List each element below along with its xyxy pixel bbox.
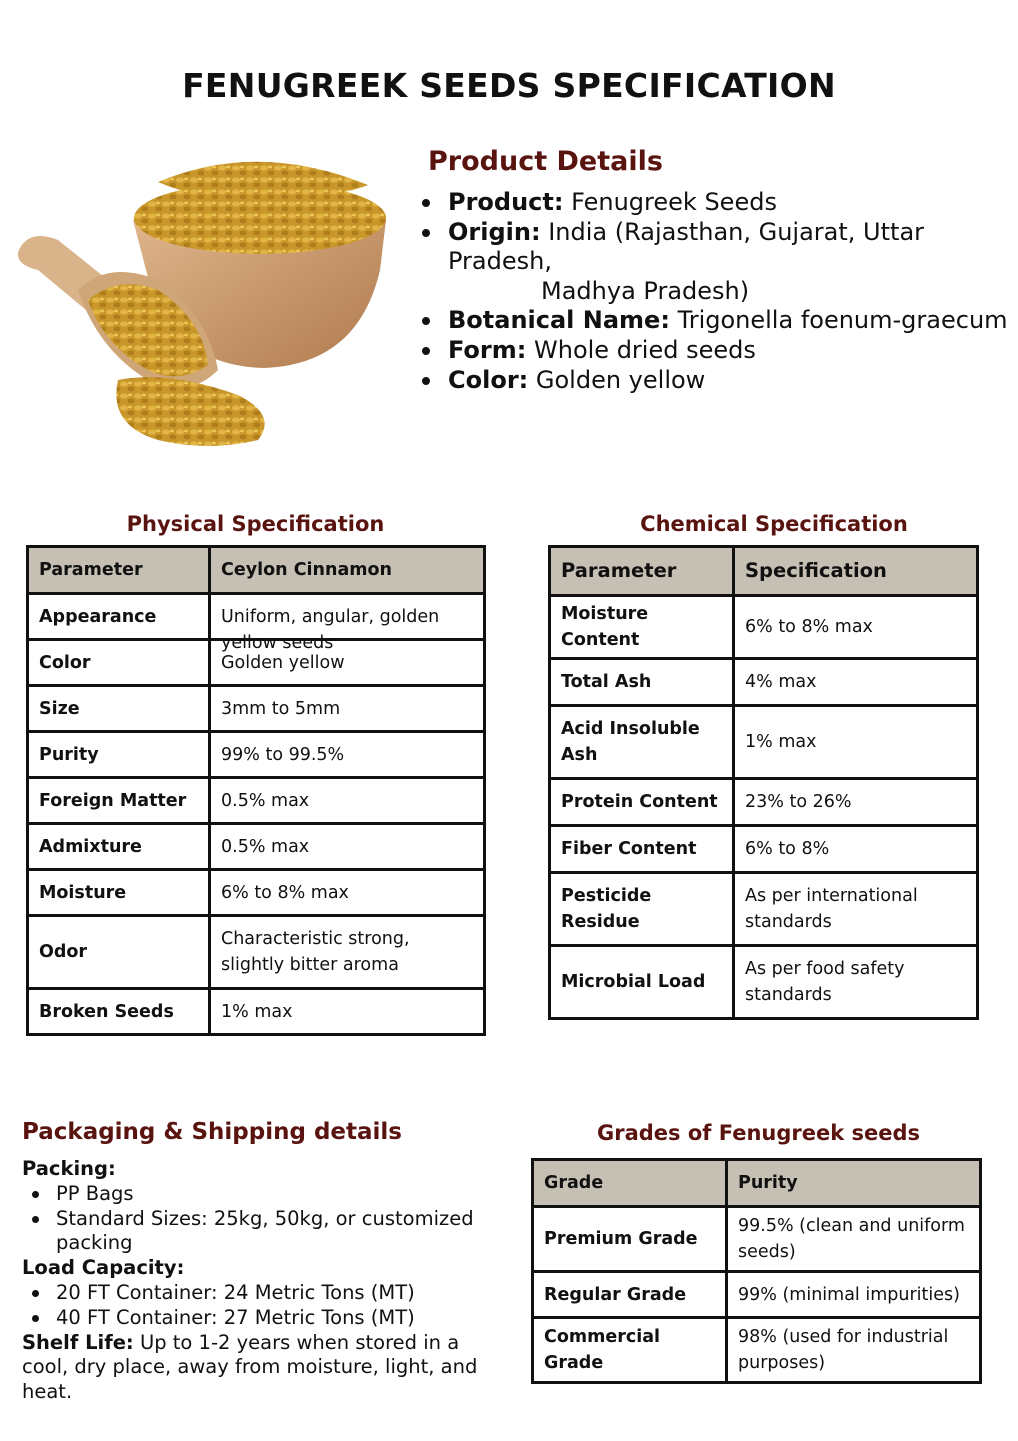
table-header-row — [550, 547, 978, 596]
grades-heading: Grades of Fenugreek seeds — [596, 1121, 921, 1145]
parameter-cell: Moisture Content — [550, 596, 734, 659]
table-row — [28, 916, 485, 989]
table-row — [28, 870, 485, 916]
purity-cell: 99.5% (clean and uniform seeds) — [727, 1207, 981, 1272]
detail-color — [418, 366, 1018, 396]
packaging-heading: Packaging & Shipping details — [22, 1119, 402, 1145]
shelf-life-label: Shelf Life: — [22, 1330, 134, 1354]
page-title: FENUGREEK SEEDS SPECIFICATION — [182, 66, 836, 105]
purity-cell: 99% (minimal impurities) — [727, 1272, 981, 1318]
value-cell: 23% to 26% — [734, 779, 978, 826]
parameter-cell: Total Ash — [550, 659, 734, 706]
parameter-cell: Microbial Load — [550, 946, 734, 1019]
detail-label: Color: — [448, 365, 529, 394]
detail-label: Botanical Name: — [448, 306, 670, 335]
value-cell: 1% max — [210, 989, 485, 1035]
detail-origin-continued: Madhya Pradesh) — [541, 276, 750, 305]
table-row — [550, 826, 978, 873]
value-cell: Golden yellow — [210, 640, 485, 686]
detail-value: Fenugreek Seeds — [571, 188, 777, 216]
detail-value: Golden yellow — [535, 365, 706, 394]
value-cell: As per food safety standards — [734, 946, 978, 1019]
table-header-row — [533, 1160, 981, 1207]
list-item: 20 FT Container: 24 Metric Tons (MT) — [22, 1281, 502, 1306]
grade-cell: Premium Grade — [533, 1207, 727, 1272]
table-row — [28, 778, 485, 824]
table-row — [28, 594, 485, 640]
table-row — [28, 686, 485, 732]
shelf-life — [22, 1331, 502, 1405]
table-row — [550, 596, 978, 659]
value-text: Uniform, angular, golden yellow seeds — [221, 606, 440, 653]
parameter-cell: Broken Seeds — [28, 989, 210, 1035]
parameter-cell: Pesticide Residue — [550, 873, 734, 946]
column-header: Specification — [734, 547, 978, 596]
parameter-cell: Moisture — [28, 870, 210, 916]
value-cell: 6% to 8% max — [734, 596, 978, 659]
packaging-details — [22, 1157, 502, 1405]
value-cell — [210, 594, 485, 653]
value-cell: 6% to 8% — [734, 826, 978, 873]
detail-label: Origin: — [448, 217, 541, 246]
table-row — [550, 873, 978, 946]
product-details-list — [418, 188, 1018, 395]
table-row — [533, 1318, 981, 1383]
parameter-cell: Foreign Matter — [28, 778, 210, 824]
table-row — [533, 1207, 981, 1272]
detail-origin — [418, 218, 1018, 277]
packing-label: Packing: — [22, 1157, 116, 1180]
detail-value: India (Rajasthan, Gujarat, Uttar Pradesh, — [448, 217, 925, 276]
detail-botanical-name — [418, 306, 1018, 336]
table-row — [28, 732, 485, 778]
parameter-cell: Odor — [28, 916, 210, 989]
value-cell: 0.5% max — [210, 824, 485, 870]
column-header: Parameter — [28, 547, 210, 594]
table-row — [28, 989, 485, 1035]
table-row — [28, 824, 485, 870]
table-row — [533, 1272, 981, 1318]
detail-value: Trigonella foenum-graecum — [677, 306, 1008, 335]
value-cell: 3mm to 5mm — [210, 686, 485, 732]
list-item: 40 FT Container: 27 Metric Tons (MT) — [22, 1306, 502, 1331]
column-header: Ceylon Cinnamon — [210, 547, 485, 594]
parameter-cell: Fiber Content — [550, 826, 734, 873]
chemical-spec-table — [548, 545, 979, 1020]
table-row — [550, 706, 978, 779]
column-header: Parameter — [550, 547, 734, 596]
load-capacity-label: Load Capacity: — [22, 1256, 185, 1280]
shelf-life-text: Up to 1-2 years when stored in a cool, dry place, away from moisture, light, and heat. — [22, 1330, 478, 1404]
column-header: Grade — [533, 1160, 727, 1207]
value-cell: 6% to 8% max — [210, 870, 485, 916]
parameter-cell: Purity — [28, 732, 210, 778]
list-item: Standard Sizes: 25kg, 50kg, or customized packing — [22, 1207, 476, 1257]
value-cell: Characteristic strong, slightly bitter aroma — [210, 916, 485, 989]
product-details-heading: Product Details — [428, 146, 663, 177]
parameter-cell: Protein Content — [550, 779, 734, 826]
parameter-cell: Admixture — [28, 824, 210, 870]
parameter-cell: Acid Insoluble Ash — [550, 706, 734, 779]
physical-spec-heading: Physical Specification — [126, 512, 385, 536]
grade-cell: Commercial Grade — [533, 1318, 727, 1383]
parameter-cell: Appearance — [28, 594, 210, 640]
purity-cell: 98% (used for industrial purposes) — [727, 1318, 981, 1383]
parameter-cell: Color — [28, 640, 210, 686]
value-cell: 4% max — [734, 659, 978, 706]
grade-cell: Regular Grade — [533, 1272, 727, 1318]
detail-form — [418, 336, 1018, 366]
table-header-row — [28, 547, 485, 594]
table-row — [550, 659, 978, 706]
grades-table — [531, 1158, 982, 1384]
table-row — [550, 779, 978, 826]
value-cell: 99% to 99.5% — [210, 732, 485, 778]
value-cell: 0.5% max — [210, 778, 485, 824]
detail-label: Form: — [448, 335, 527, 364]
column-header: Purity — [727, 1160, 981, 1207]
detail-label: Product: — [448, 188, 564, 216]
physical-spec-table — [26, 545, 486, 1036]
detail-product — [418, 188, 1018, 218]
value-cell: As per international standards — [734, 873, 978, 946]
list-item: PP Bags — [22, 1182, 502, 1207]
parameter-cell: Size — [28, 686, 210, 732]
chemical-spec-heading: Chemical Specification — [640, 512, 908, 536]
value-cell: 1% max — [734, 706, 978, 779]
table-row — [550, 946, 978, 1019]
detail-value: Whole dried seeds — [534, 335, 756, 364]
fenugreek-seeds-image — [8, 140, 398, 460]
